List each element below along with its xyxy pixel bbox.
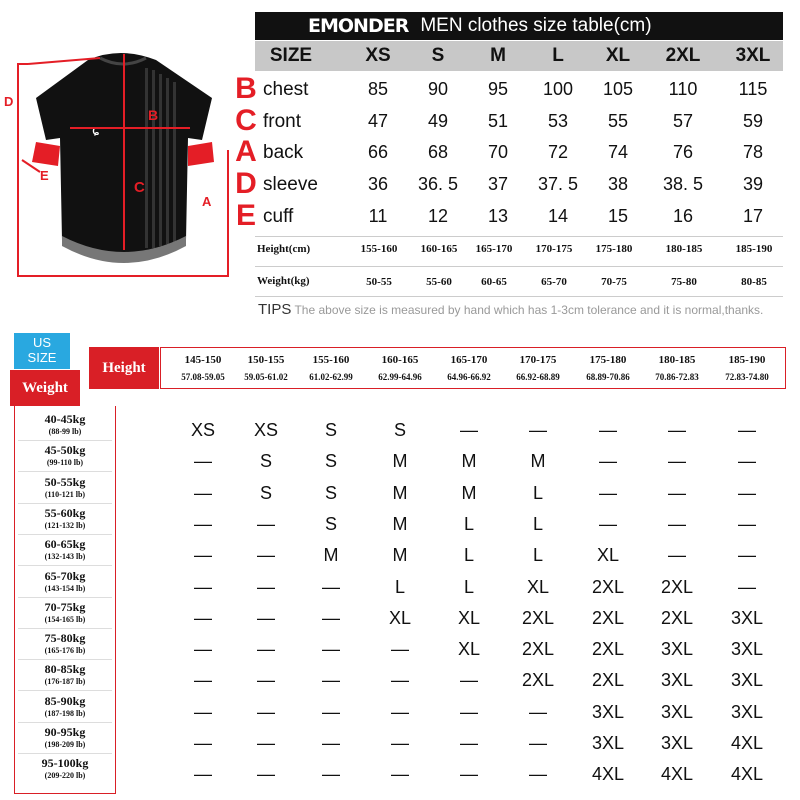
weight-row-lb: (99-110 lb) [46,458,84,468]
height-col-cm: 165-170 [450,354,488,366]
fit-cell: — [738,482,756,503]
measure-value: 36. 5 [417,174,459,194]
measure-value: 66 [367,142,389,162]
fit-cell: — [194,639,212,660]
fit-cell: 4XL [660,764,694,785]
weight-divider [18,722,112,723]
fit-cell: — [322,701,340,722]
fit-cell: — [194,733,212,753]
fit-cell: — [322,607,340,628]
fit-cell: — [257,576,275,597]
weight-row-lb: (121-132 lb) [44,520,86,530]
size-table-title: MEN clothes size table(cm) [420,15,652,36]
measure-value: 90 [427,79,449,99]
measure-value: 38. 5 [662,174,704,194]
measure-value: 57 [672,111,694,131]
fit-cell: 3XL [730,670,764,691]
measure-value: 72 [547,142,569,162]
fit-cell: — [194,607,212,628]
height-row-value: 175-180 [595,243,633,255]
fit-cell: XL [526,576,550,597]
fit-cell: 2XL [660,607,694,628]
weight-row-lb: (187-198 lb) [44,708,86,718]
weight-row-lb: (132-143 lb) [44,552,86,562]
fit-cell: 3XL [591,701,625,722]
fit-cell: — [322,576,340,597]
fit-cell: M [392,482,408,503]
weight-row-lb: (88-99 lb) [48,427,82,436]
weight-row-value: 65-70 [541,276,567,288]
fit-cell: — [194,670,212,691]
weight-row-kg: 60-65kg [44,537,86,552]
height-col-in: 72.83-74.80 [725,372,769,382]
fit-cell: — [460,701,478,722]
fit-cell: 2XL [591,639,625,660]
fit-cell: 3XL [660,733,694,753]
height-row-value: 165-170 [475,243,513,255]
weight-row-kg: 50-55kg [44,474,86,489]
measure-letter-front: C [235,104,257,137]
fit-cell: — [668,513,686,534]
weight-divider [18,440,112,441]
weight-row-kg: 45-50kg [44,443,86,458]
fit-cell: 2XL [591,670,625,691]
measure-label-chest: chest [263,79,309,100]
weight-row-value: 50-55 [366,276,392,288]
weight-row-kg: 90-95kg [44,725,86,739]
weight-divider [18,628,112,629]
fit-cell: XL [388,607,412,628]
measure-value: 13 [487,206,509,226]
fit-cell: M [530,451,546,472]
measure-label-back: back [263,142,304,163]
size-col-m: M [490,45,506,66]
fit-cell: — [257,733,275,753]
measure-value: 12 [427,206,449,226]
fit-cell: S [259,482,272,503]
table-divider [255,266,783,267]
fit-cell: — [391,701,409,722]
weight-row-lb: (209-220 lb) [44,771,86,781]
fit-cell: XS [253,420,278,440]
weight-row-kg: 85-90kg [44,693,86,708]
fit-cell: L [394,576,405,597]
fit-cell: 4XL [730,764,764,785]
fit-cell: — [257,701,275,722]
height-row-value: 160-165 [420,243,458,255]
weight-row-kg: 65-70kg [44,568,86,583]
jersey-diagram [0,40,245,290]
height-header: Height [89,347,159,389]
fit-cell: 4XL [591,764,625,785]
measure-value: 49 [427,111,449,131]
size-col-xl: XL [605,45,631,66]
fit-cell: S [324,513,337,534]
height-col-in: 70.86-72.83 [655,372,699,382]
size-header-label: SIZE [269,45,313,66]
weight-row-lb: (176-187 lb) [44,677,86,687]
fit-cell: — [460,764,478,785]
us-size-line1: US [32,335,52,350]
tips-title: TIPS [258,301,292,318]
fit-cell: — [194,482,212,503]
measure-label-sleeve: sleeve [263,174,318,195]
weight-row-value: 60-65 [481,276,507,288]
height-col-in: 66.92-68.89 [516,372,560,382]
fit-cell: — [738,545,756,566]
fit-cell: — [668,482,686,503]
fit-cell: 2XL [591,607,625,628]
fit-cell: S [393,420,406,440]
weight-row-kg: 95-100kg [41,756,89,771]
weight-row-value: 80-85 [741,276,767,288]
measure-value: 59 [742,111,764,131]
size-table-header [255,12,783,40]
measure-value: 55 [607,111,629,131]
fit-cell: M [461,482,477,503]
weight-divider [18,565,112,566]
measure-value: 115 [738,79,768,99]
measure-value: 47 [367,111,389,131]
fit-cell: 3XL [730,701,764,722]
fit-cell: 2XL [521,670,555,691]
diagram-label-b: B [148,107,159,123]
height-col-in: 62.99-64.96 [378,372,422,382]
measure-value: 15 [607,206,629,226]
weight-divider [18,503,112,504]
us-size-line2: SIZE [27,350,57,365]
measure-label-front: front [263,111,302,132]
diagram-label-a: A [202,194,212,209]
fit-cell: — [391,670,409,691]
height-col-cm: 170-175 [519,354,557,366]
fit-cell: M [392,545,408,566]
measure-letter-chest: B [235,72,257,105]
measure-value: 17 [742,206,764,226]
fit-cell: L [463,513,474,534]
measure-label-cuff: cuff [263,206,294,227]
fit-cell: 2XL [591,576,625,597]
size-col-l: L [552,45,564,66]
height-col-in: 59.05-61.02 [244,372,288,382]
fit-cell: S [324,451,337,472]
weight-row-value: 75-80 [671,276,697,288]
fit-cell: S [259,451,272,472]
fit-cell: 3XL [730,607,764,628]
height-col-in: 64.96-66.92 [447,372,491,382]
fit-cell: — [194,513,212,534]
left-cuff [32,142,60,166]
weight-header: Weight [10,370,80,406]
weight-divider [18,753,112,754]
weight-divider [18,471,112,472]
measure-letter-back: A [235,135,257,168]
fit-cell: — [529,701,547,722]
fit-cell: 3XL [660,670,694,691]
height-row-value: 180-185 [665,243,703,255]
weight-row-kg: 80-85kg [44,662,86,677]
fit-cell: 2XL [521,639,555,660]
weight-divider [18,534,112,535]
height-col-in: 68.89-70.86 [586,372,630,382]
jersey-logo-icon: ɕ [92,123,100,139]
fit-cell: — [599,482,617,503]
fit-cell: L [532,482,543,503]
fit-cell: — [194,764,212,785]
measure-value: 11 [368,206,388,226]
measure-value: 14 [547,206,569,226]
measure-value: 51 [487,111,509,131]
fit-cell: — [738,451,756,472]
weight-row-lb: (198-209 lb) [44,740,86,749]
fit-cell: — [391,764,409,785]
fit-cell: 4XL [730,733,764,753]
weight-divider [18,597,112,598]
fit-cell: L [532,513,543,534]
measure-value: 85 [367,79,389,99]
weight-divider [18,659,112,660]
fit-cell: S [324,482,337,503]
fit-cell: — [257,513,275,534]
fit-cell: — [668,420,686,440]
fit-cell: L [463,545,474,566]
size-header-row [255,41,783,71]
fit-cell: — [599,420,617,440]
fit-cell: XL [457,607,481,628]
fit-cell: — [668,451,686,472]
measure-value: 110 [668,79,698,99]
weight-row-kg: 55-60kg [44,505,86,520]
fit-cell: — [529,420,547,440]
fit-cell: — [257,639,275,660]
size-col-s: S [431,45,445,66]
fit-cell: — [257,607,275,628]
measure-value: 95 [487,79,509,99]
measure-value: 76 [672,142,694,162]
fit-cell: 2XL [660,576,694,597]
weight-row-lb: (165-176 lb) [44,646,86,656]
fit-cell: XL [596,545,620,566]
measure-value: 78 [742,142,764,162]
diagram-label-e: E [40,168,49,183]
height-col-cm: 145-150 [184,354,222,366]
height-row-label: Height(cm) [257,243,311,255]
height-col-cm: 155-160 [312,354,350,366]
fit-cell: L [532,545,543,566]
fit-cell: S [324,420,337,440]
size-col-xs: XS [365,45,391,66]
weight-row-lb: (110-121 lb) [44,489,86,499]
fit-cell: 3XL [660,701,694,722]
measure-value: 68 [427,142,449,162]
fit-cell: 3XL [730,639,764,660]
right-cuff [188,142,214,166]
weight-row-kg: 70-75kg [44,599,86,614]
fit-cell: — [668,545,686,566]
fit-cell: — [529,764,547,785]
fit-cell: — [738,513,756,534]
height-col-cm: 185-190 [728,354,766,366]
height-row-value: 185-190 [735,243,773,255]
fit-cell: — [194,451,212,472]
fit-cell: 3XL [591,733,625,753]
height-col-in: 57.08-59.05 [181,372,225,382]
height-col-cm: 150-155 [247,354,285,366]
measure-value: 70 [487,142,509,162]
fit-cell: XS [190,420,215,440]
height-row-value: 170-175 [535,243,573,255]
fit-cell: — [322,764,340,785]
size-col-2xl: 2XL [665,45,701,66]
measure-value: 105 [602,79,634,99]
measure-value: 36 [367,174,389,194]
fit-cell: 3XL [660,639,694,660]
fit-cell: — [599,451,617,472]
tips-note [258,300,788,320]
weight-divider [18,690,112,691]
fit-cell: — [194,576,212,597]
weight-row-kg: 40-45kg [44,412,86,426]
weight-row-value: 70-75 [601,276,627,288]
weight-row-lb: (143-154 lb) [44,583,86,593]
fit-cell: M [392,513,408,534]
size-col-3xl: 3XL [735,45,771,66]
fit-cell: — [460,733,478,753]
fit-cell: — [738,420,756,440]
weight-row-lb: (154-165 lb) [44,614,86,624]
brand-logo: EMONDER [308,15,409,37]
fit-cell: L [463,576,474,597]
table-divider [255,236,783,237]
weight-row-kg: 75-80kg [44,631,86,646]
measurement-lines [18,54,228,276]
fit-cell: — [738,576,756,597]
fit-cell: M [323,545,339,566]
fit-cell: — [460,420,478,440]
table-divider [255,296,783,297]
fit-cell: M [392,451,408,472]
fit-cell: 2XL [521,607,555,628]
measure-value: 16 [672,206,694,226]
weight-row-value: 55-60 [426,276,452,288]
fit-cell: — [322,670,340,691]
height-col-cm: 175-180 [589,354,627,366]
measure-value: 37 [487,174,509,194]
measure-value: 53 [547,111,569,131]
height-col-cm: 160-165 [381,354,419,366]
measure-letter-cuff: E [235,199,256,232]
measure-value: 100 [542,79,574,99]
fit-cell: — [460,670,478,691]
fit-cell: — [194,545,212,566]
fit-cell: XL [457,639,481,660]
measure-value: 37. 5 [537,174,579,194]
height-row-value: 155-160 [360,243,398,255]
fit-cell: — [257,670,275,691]
fit-cell: — [322,639,340,660]
fit-cell: M [461,451,477,472]
diagram-label-d: D [4,94,14,109]
us-size-badge [14,333,70,369]
height-col-in: 61.02-62.99 [309,372,353,382]
tips-text: The above size is measured by hand which has 1-3cm tolerance and it is normal,thanks. [294,303,764,317]
fit-cell: — [391,733,409,753]
fit-cell: — [257,545,275,566]
measure-value: 38 [607,174,629,194]
height-col-cm: 180-185 [658,354,696,366]
fit-cell: — [529,733,547,753]
fit-cell: — [599,513,617,534]
weight-row-label: Weight(kg) [257,275,310,287]
fit-cell: — [391,639,409,660]
measure-letter-sleeve: D [235,167,257,200]
fit-cell: — [257,764,275,785]
measure-value: 39 [742,174,764,194]
fit-cell: — [322,733,340,753]
fit-cell: — [194,701,212,722]
diagram-label-c: C [134,179,145,196]
measure-value: 74 [607,142,629,162]
